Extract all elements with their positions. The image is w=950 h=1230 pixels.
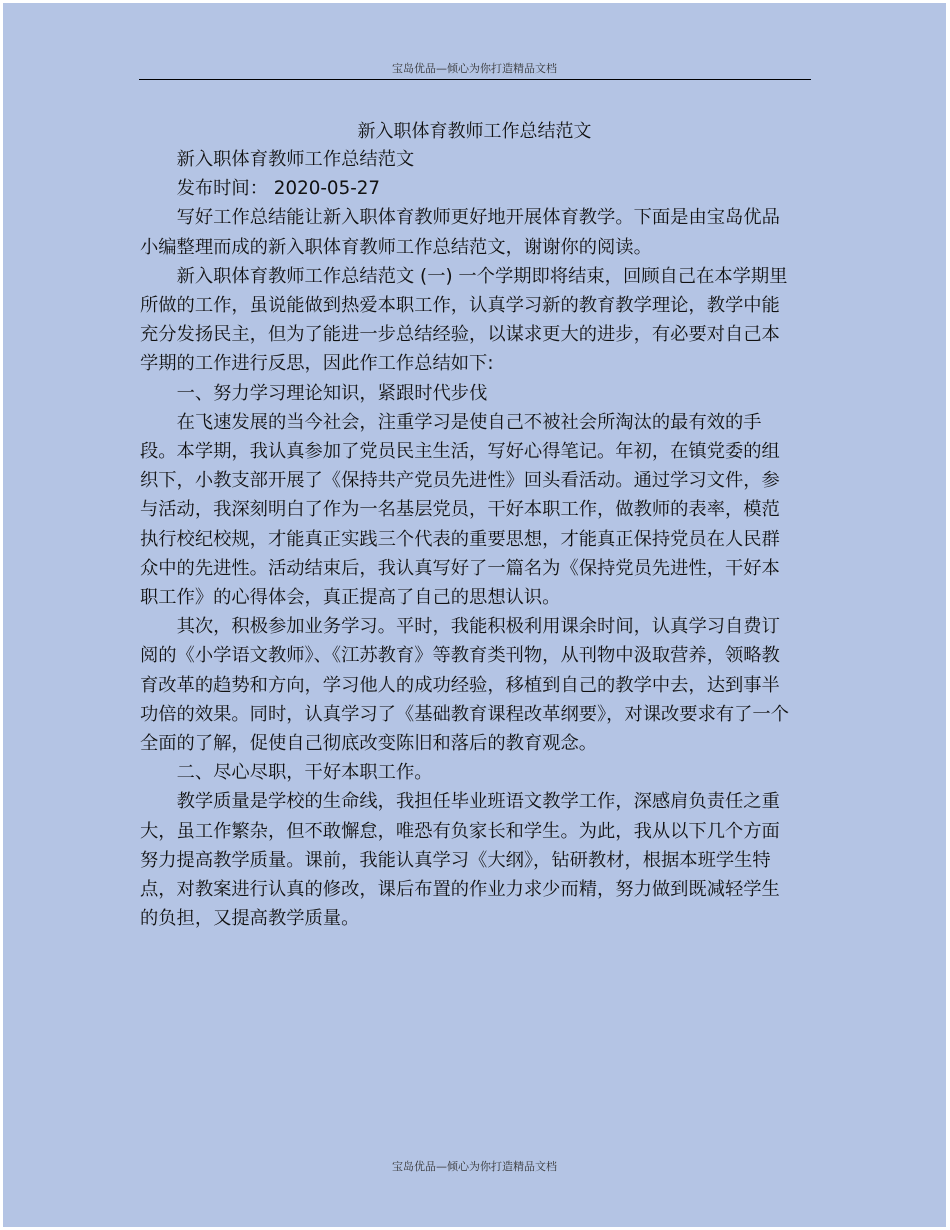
section-one-intro-paragraph: 新入职体育教师工作总结范文 (一) 一个学期即将结束，回顾自己在本学期里所做的工作，虽说能做到热爱本职工作，认真学习新的教育教学理论，教学中能充分发扬民主，但为了能进一步总结经验，以谋求更大的进步，有必要对自己本学期的工作进行反思，因此作工作总结如下: xyxy=(140,265,788,375)
publish-date-paragraph: 发布时间： 2020-05-27 xyxy=(176,178,381,200)
document-title: 新入职体育教师工作总结范文 xyxy=(357,121,592,142)
body-paragraph: 教学质量是学校的生命线，我担任毕业班语文教学工作，深感肩负责任之重大，虽工作繁杂，但不敢懈怠，唯恐有负家长和学生。为此，我从以下几个方面努力提高教学质量。课前，我能认真学习《大纲》，钻研教材，根据本班学生特点，对教案进行认真的修改，课后布置的作业力求少而精，努力做到既减轻学生的负担，又提高教学质量。 xyxy=(140,791,780,930)
body-paragraph: 在飞速发展的当今社会，注重学习是使自己不被社会所淘汰的最有效的手段。本学期，我认真参加了党员民主生活，写好心得笔记。年初，在镇党委的组织下，小教支部开展了《保持共产党员先进性》回头看活动。通过学习文件，参与活动，我深刻明白了作为一名基层党员，干好本职工作，做教师的表率，模范执行校纪校规，才能真正实践三个代表的重要思想，才能真正保持党员在人民群众中的先进性。活动结束后，我认真写好了一篇名为《保持党员先进性，干好本职工作》的心得体会，真正提高了自己的思想认识。 xyxy=(140,411,780,609)
document-body xyxy=(140,145,790,933)
document-page xyxy=(3,3,946,1227)
subtitle-paragraph: 新入职体育教师工作总结范文 xyxy=(176,149,415,170)
page-header: 宝岛优品—倾心为你打造精品文档 xyxy=(392,62,557,75)
intro-paragraph: 写好工作总结能让新入职体育教师更好地开展体育教学。下面是由宝岛优品小编整理而成的新入职体育教师工作总结范文，谢谢你的阅读。 xyxy=(140,207,780,258)
page-footer: 宝岛优品—倾心为你打造精品文档 xyxy=(392,1160,557,1173)
heading-study-theory: 一、努力学习理论知识，紧跟时代步伐 xyxy=(176,382,488,404)
heading-do-job-well: 二、尽心尽职，干好本职工作。 xyxy=(176,762,433,784)
body-paragraph: 其次，积极参加业务学习。平时，我能积极利用课余时间，认真学习自费订阅的《小学语文教师》、《江苏教育》等教育类刊物，从刊物中汲取营养，领略教育改革的趋势和方向，学习他人的成功经验，移植到自己的教学中去，达到事半功倍的效果。同时，认真学习了《基础教育课程改革纲要》，对课改要求有了一个全面的了解，促使自己彻底改变陈旧和落后的教育观念。 xyxy=(140,616,789,755)
header-divider xyxy=(139,79,811,80)
